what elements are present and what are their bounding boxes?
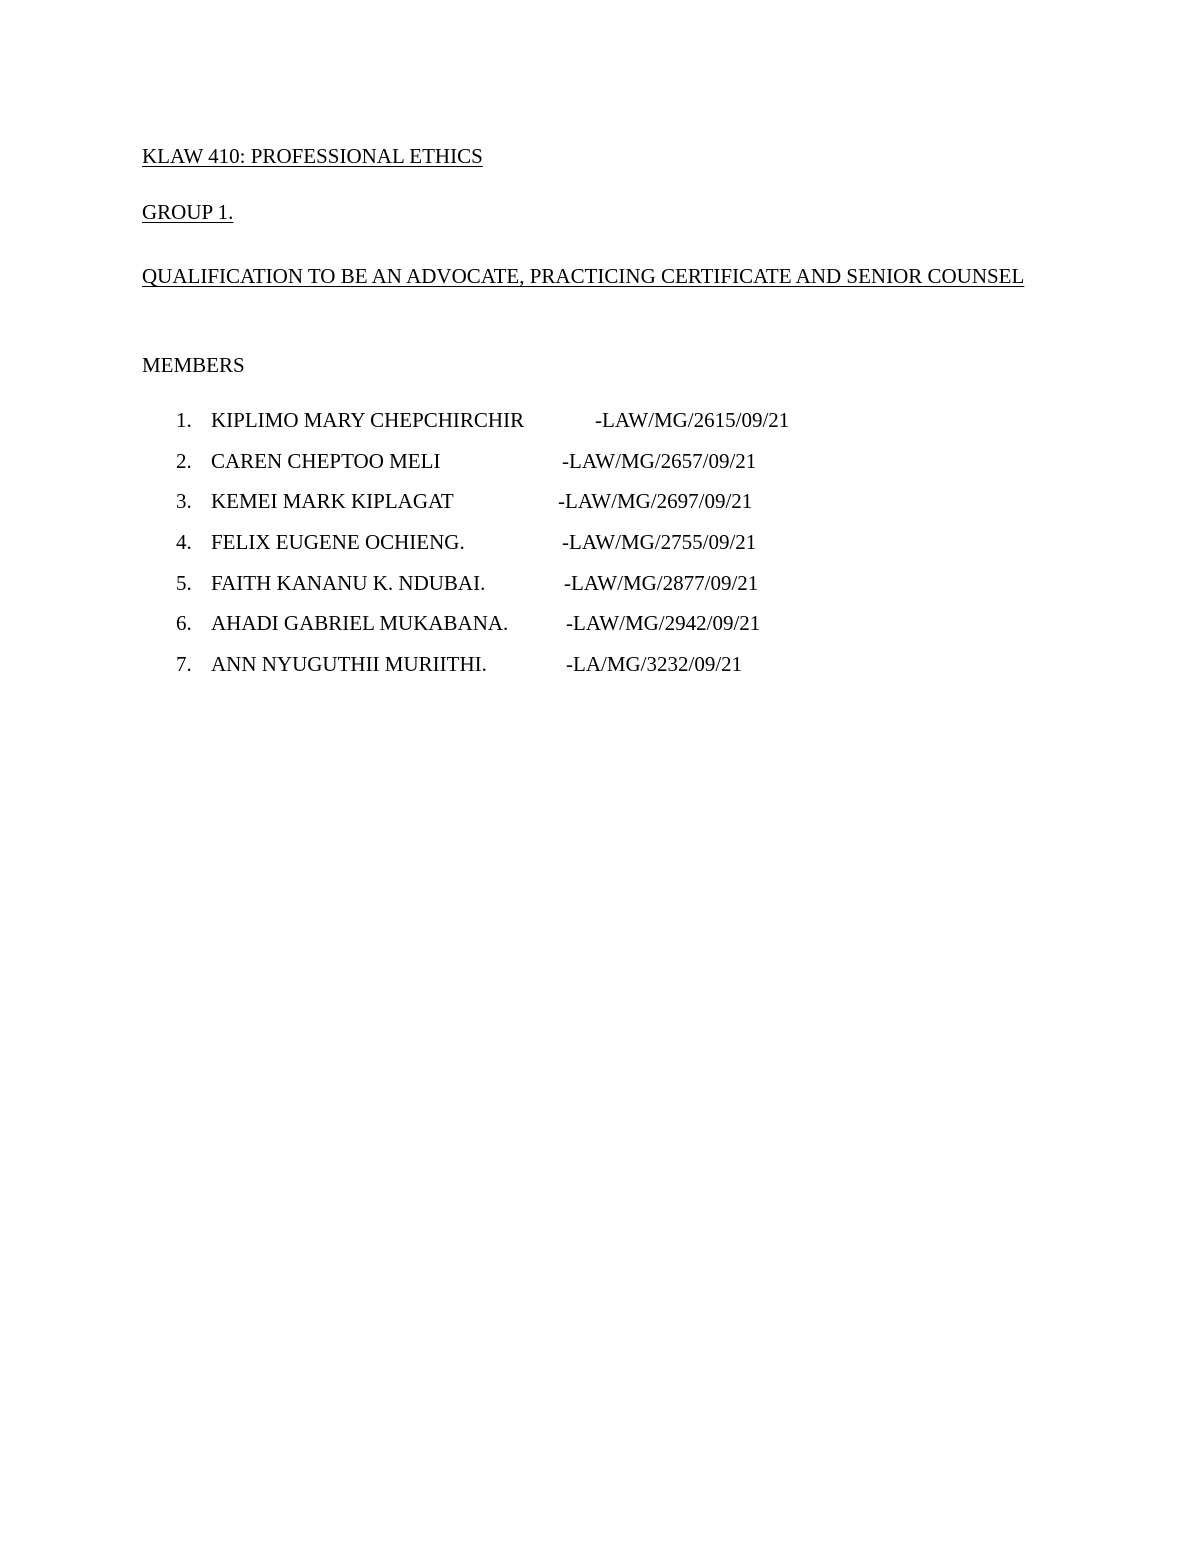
member-name: FELIX EUGENE OCHIENG. [211,530,465,555]
member-reg-number: -LA/MG/3232/09/21 [566,652,743,677]
member-name: FAITH KANANU K. NDUBAI. [211,570,486,595]
member-item [142,489,1042,530]
member-reg-number: -LAW/MG/2755/09/21 [562,530,757,555]
course-title: KLAW 410: PROFESSIONAL ETHICS [142,144,483,168]
member-name: AHADI GABRIEL MUKABANA. [211,611,509,636]
member-item [142,530,1042,571]
member-item [142,652,1042,693]
member-name: KEMEI MARK KIPLAGAT [211,489,454,514]
topic-heading: QUALIFICATION TO BE AN ADVOCATE, PRACTICING CERTIFICATE AND SENIOR COUNSEL [142,264,1025,288]
member-number: 6. [176,611,192,636]
member-number: 2. [176,448,192,473]
member-number: 4. [176,530,192,555]
member-list [142,408,1042,693]
member-name: CAREN CHEPTOO MELI [211,448,441,473]
member-reg-number: -LAW/MG/2657/09/21 [562,448,757,473]
member-item [142,449,1042,490]
member-reg-number: -LAW/MG/2877/09/21 [564,570,759,595]
group-label: GROUP 1. [142,200,234,224]
member-item [142,611,1042,652]
member-item [142,408,1042,449]
member-number: 3. [176,489,192,514]
member-number: 5. [176,570,192,595]
member-item [142,571,1042,612]
member-number: 7. [176,652,192,677]
member-number: 1. [176,408,192,432]
member-name: KIPLIMO MARY CHEPCHIRCHIR [211,408,525,432]
members-label: MEMBERS [142,353,245,377]
member-reg-number: -LAW/MG/2697/09/21 [558,489,753,514]
member-reg-number: -LAW/MG/2942/09/21 [566,611,761,636]
member-reg-number: -LAW/MG/2615/09/21 [595,408,790,432]
member-name: ANN NYUGUTHII MURIITHI. [211,652,487,677]
